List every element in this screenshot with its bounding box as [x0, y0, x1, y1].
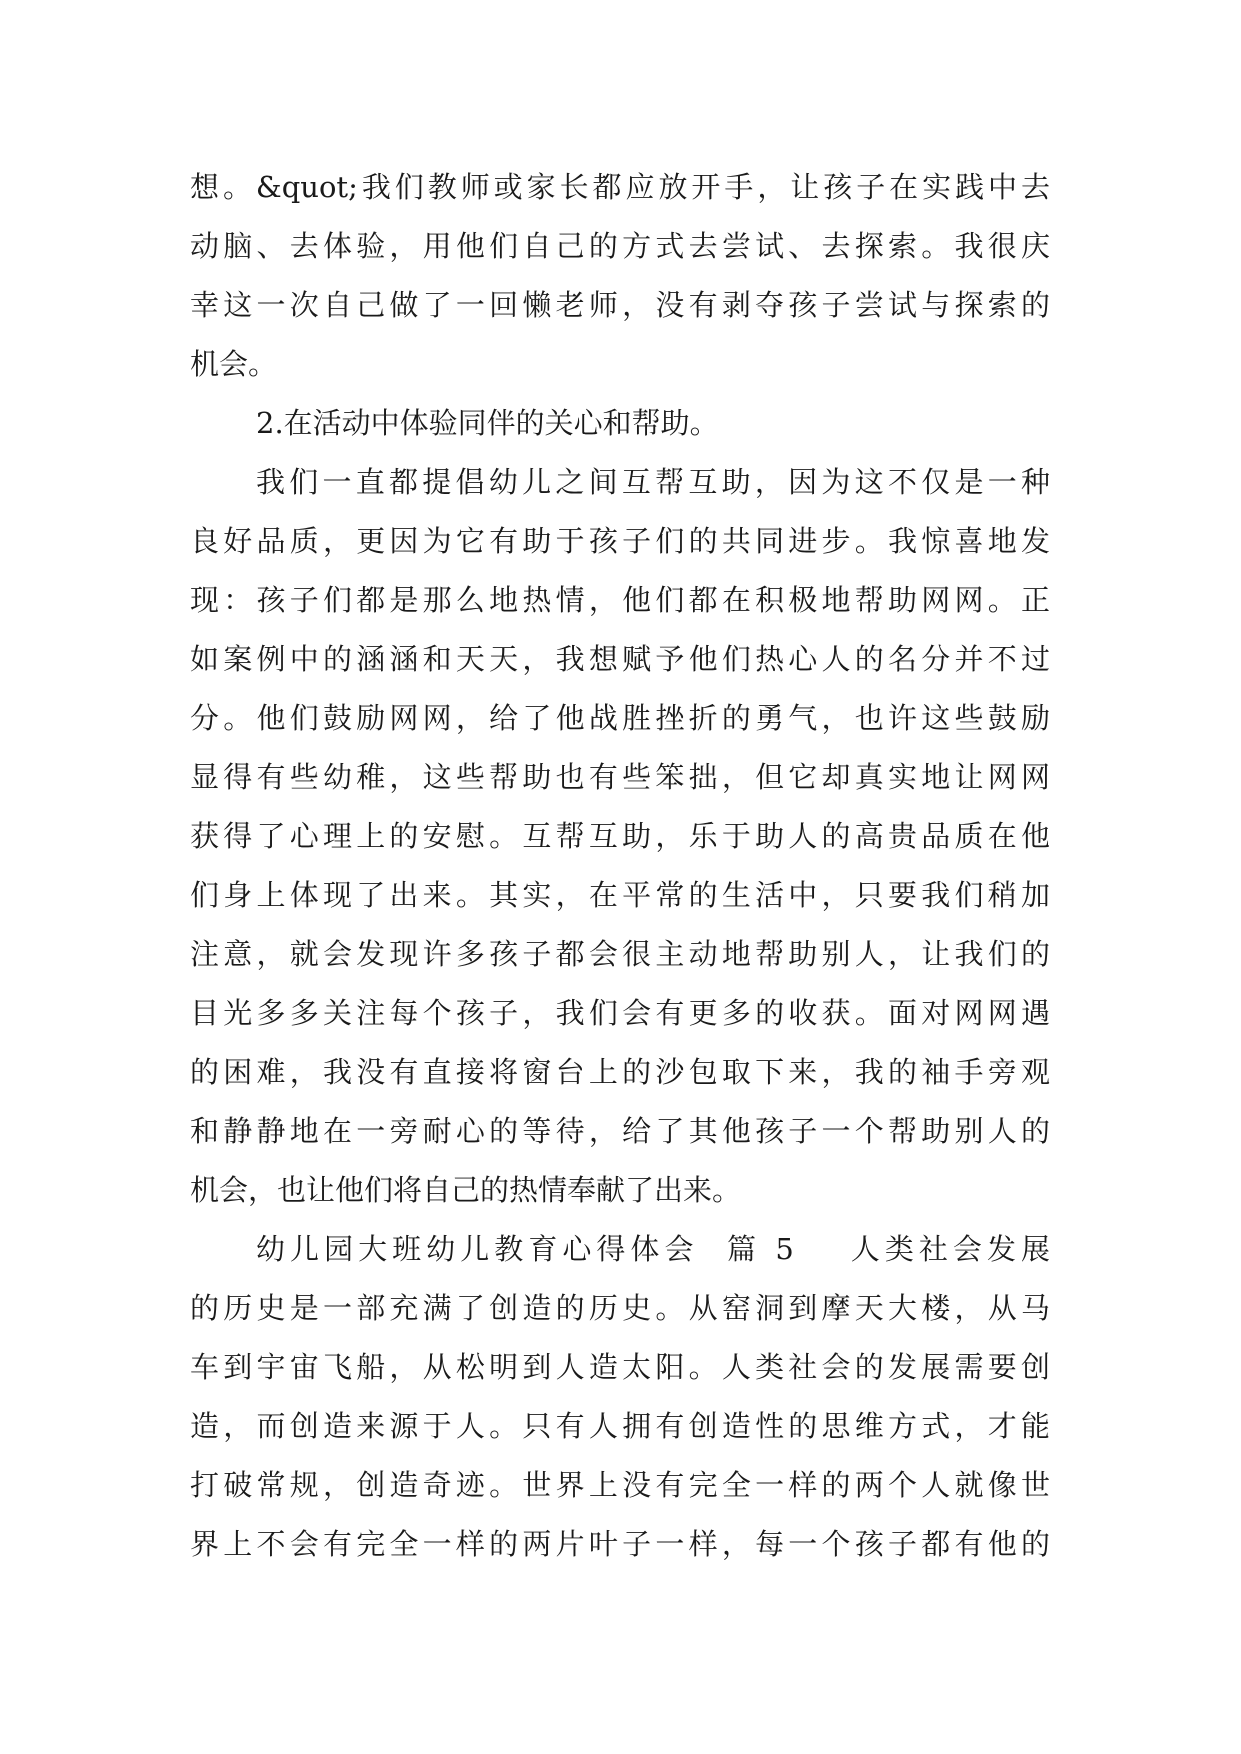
text-line: 如案例中的涵涵和天天，我想赋予他们热心人的名分并不过 — [190, 642, 1050, 676]
text-line: 目光多多关注每个孩子，我们会有更多的收获。面对网网遇 — [190, 996, 1050, 1030]
text-line: 获得了心理上的安慰。互帮互助，乐于助人的高贵品质在他 — [190, 819, 1050, 853]
text-line: 的历史是一部充满了创造的历史。从窑洞到摩天大楼，从马 — [190, 1291, 1050, 1325]
text-line: 分。他们鼓励网网，给了他战胜挫折的勇气，也许这些鼓励 — [190, 701, 1050, 735]
section-title-line: 幼儿园大班幼儿教育心得体会 篇 5 人类社会发展 — [256, 1232, 1050, 1266]
text-line: 车到宇宙飞船，从松明到人造太阳。人类社会的发展需要创 — [190, 1350, 1050, 1384]
text-line: 机会。 — [190, 347, 278, 381]
text-line: 界上不会有完全一样的两片叶子一样，每一个孩子都有他的 — [190, 1527, 1050, 1561]
text-line: 显得有些幼稚，这些帮助也有些笨拙，但它却真实地让网网 — [190, 760, 1050, 794]
text-line: 想。&quot;我们教师或家长都应放开手，让孩子在实践中去 — [190, 170, 1050, 204]
text-line: 现：孩子们都是那么地热情，他们都在积极地帮助网网。正 — [190, 583, 1050, 617]
text-line: 们身上体现了出来。其实，在平常的生活中，只要我们稍加 — [190, 878, 1050, 912]
text-line: 注意，就会发现许多孩子都会很主动地帮助别人，让我们的 — [190, 937, 1050, 971]
text-line: 机会，也让他们将自己的热情奉献了出来。 — [190, 1173, 742, 1207]
body-text — [190, 158, 1050, 1574]
text-line: 的困难，我没有直接将窗台上的沙包取下来，我的袖手旁观 — [190, 1055, 1050, 1089]
text-line: 打破常规，创造奇迹。世界上没有完全一样的两个人就像世 — [190, 1468, 1050, 1502]
text-line: 动脑、去体验，用他们自己的方式去尝试、去探索。我很庆 — [190, 229, 1050, 263]
section-heading: 2.在活动中体验同伴的关心和帮助。 — [256, 406, 719, 440]
text-line: 和静静地在一旁耐心的等待，给了其他孩子一个帮助别人的 — [190, 1114, 1050, 1148]
text-line: 我们一直都提倡幼儿之间互帮互助，因为这不仅是一种 — [256, 465, 1050, 499]
text-line: 幸这一次自己做了一回懒老师，没有剥夺孩子尝试与探索的 — [190, 288, 1050, 322]
text-line: 良好品质，更因为它有助于孩子们的共同进步。我惊喜地发 — [190, 524, 1050, 558]
text-line: 造，而创造来源于人。只有人拥有创造性的思维方式，才能 — [190, 1409, 1050, 1443]
